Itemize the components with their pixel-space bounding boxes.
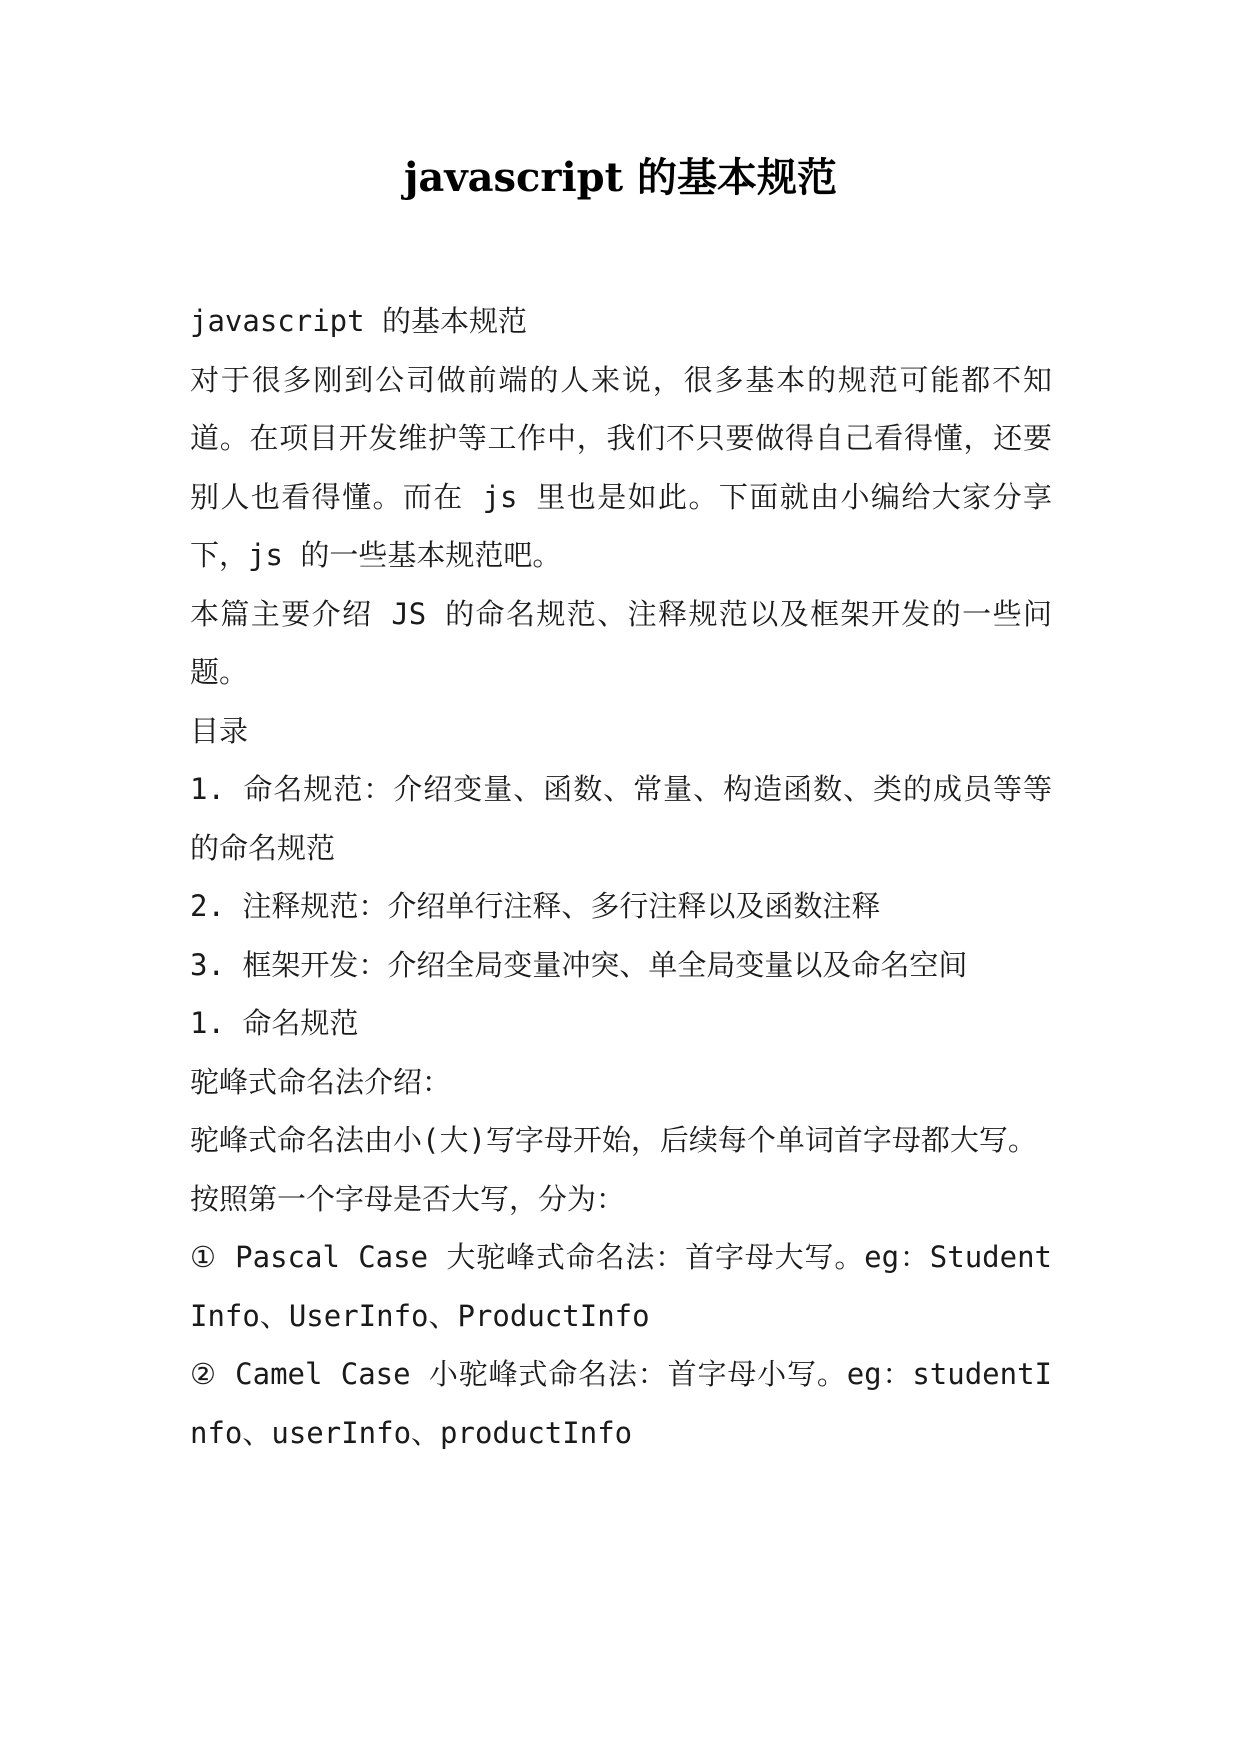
paragraph-summary: 本篇主要介绍 JS 的命名规范、注释规范以及框架开发的一些问题。	[190, 596, 1052, 689]
paragraph-camelcase-definition: 驼峰式命名法由小(大)写字母开始，后续每个单词首字母都大写。	[190, 1123, 1037, 1157]
paragraph-camelcase-types: 按照第一个字母是否大写，分为：	[190, 1181, 626, 1216]
paragraph-camelcase-intro: 驼峰式命名法介绍：	[190, 1064, 452, 1099]
toc-item-framework: 3. 框架开发：介绍全局变量冲突、单全局变量以及命名空间	[190, 947, 968, 982]
list-item-camel-case: ② Camel Case 小驼峰式命名法：首字母小写。eg：studentInfo、userInfo、productInfo	[190, 1357, 1052, 1450]
document-title: javascript 的基本规范	[403, 154, 838, 201]
paragraph-intro: 对于很多刚到公司做前端的人来说，很多基本的规范可能都不知道。在项目开发维护等工作中，我们不只要做得自己看得懂，还要别人也看得懂。而在 js 里也是如此。下面就由小编给大家分享下，js 的一些基本规范吧。	[190, 362, 1052, 572]
paragraph-subtitle: javascript 的基本规范	[190, 304, 528, 338]
document-body	[190, 292, 1052, 1462]
section-heading-naming: 1. 命名规范	[190, 1006, 359, 1040]
list-item-pascal-case: ① Pascal Case 大驼峰式命名法：首字母大写。eg：StudentInfo、UserInfo、ProductInfo	[190, 1240, 1052, 1333]
toc-heading: 目录	[190, 713, 249, 748]
toc-item-naming: 1. 命名规范：介绍变量、函数、常量、构造函数、类的成员等等的命名规范	[190, 772, 1052, 865]
toc-item-comments: 2. 注释规范：介绍单行注释、多行注释以及函数注释	[190, 889, 881, 923]
